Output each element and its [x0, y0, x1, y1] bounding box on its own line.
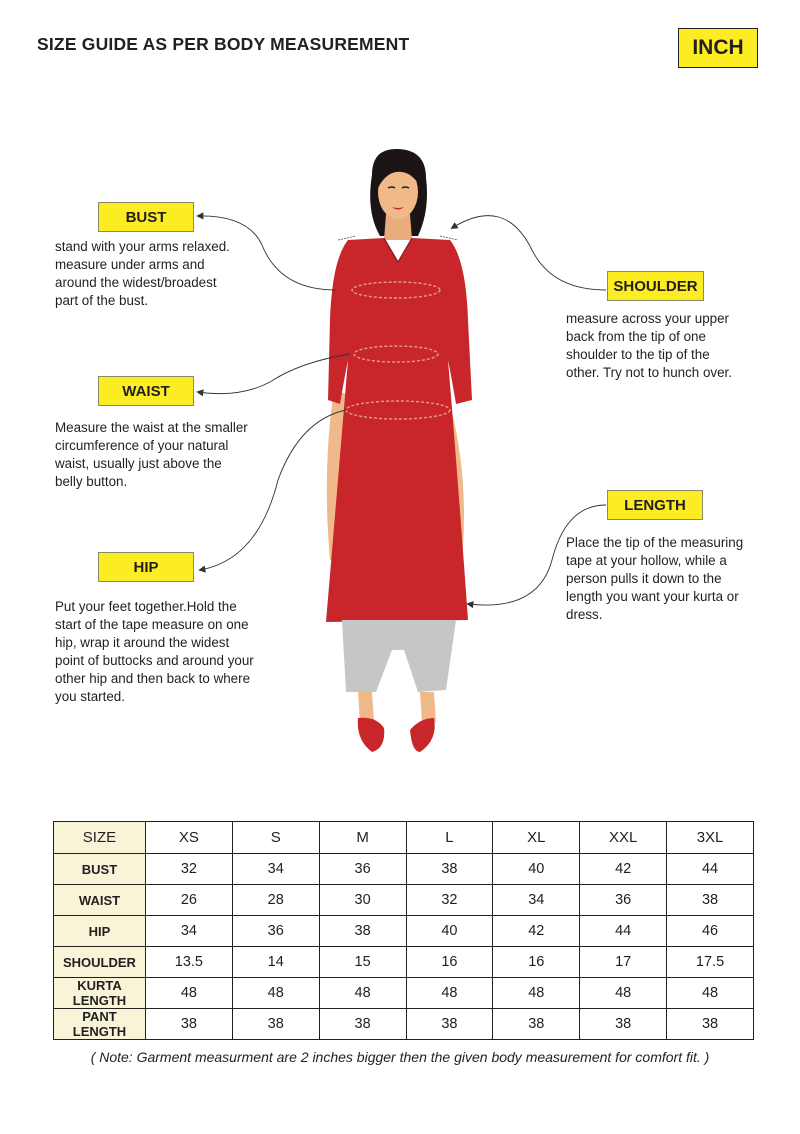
shoulder-label: SHOULDER — [607, 271, 704, 301]
table-cell: 15 — [319, 947, 406, 978]
table-cell: 14 — [232, 947, 319, 978]
table-cell: 48 — [406, 978, 493, 1009]
hip-label: HIP — [98, 552, 194, 582]
header-3xl: 3XL — [667, 822, 754, 854]
table-cell: 16 — [493, 947, 580, 978]
table-cell: 46 — [667, 916, 754, 947]
table-header-row — [54, 822, 754, 854]
waist-connector — [198, 354, 350, 394]
table-cell: 38 — [145, 1009, 232, 1040]
header-xl: XL — [493, 822, 580, 854]
length-label: LENGTH — [607, 490, 703, 520]
table-cell: 48 — [493, 978, 580, 1009]
left-shoe — [358, 718, 384, 752]
row-label: HIP — [54, 916, 146, 947]
table-cell: 26 — [145, 885, 232, 916]
table-cell: 38 — [580, 1009, 667, 1040]
table-cell: 48 — [580, 978, 667, 1009]
header-size: SIZE — [54, 822, 146, 854]
table-cell: 16 — [406, 947, 493, 978]
table-cell: 32 — [145, 854, 232, 885]
table-row — [54, 947, 754, 978]
table-cell: 30 — [319, 885, 406, 916]
table-cell: 48 — [232, 978, 319, 1009]
row-label: BUST — [54, 854, 146, 885]
table-cell: 48 — [145, 978, 232, 1009]
header-m: M — [319, 822, 406, 854]
table-cell: 38 — [232, 1009, 319, 1040]
table-cell: 17.5 — [667, 947, 754, 978]
table-row — [54, 854, 754, 885]
shoulder-description: measure across your upper back from the tip of one shoulder to the tip of the other. Try not to hunch over. — [566, 311, 732, 380]
bust-description: stand with your arms relaxed. measure under arms and around the widest/broadest part of the bust. — [55, 239, 230, 308]
hip-description: Put your feet together.Hold the start of the tape measure on one hip, wrap it around the widest point of buttocks and around your other hip and then back to where you started. — [55, 599, 254, 704]
right-shoe — [410, 718, 435, 752]
table-cell: 32 — [406, 885, 493, 916]
table-cell: 48 — [667, 978, 754, 1009]
waist-label: WAIST — [98, 376, 194, 406]
header-s: S — [232, 822, 319, 854]
table-cell: 36 — [319, 854, 406, 885]
table-cell: 38 — [667, 885, 754, 916]
page-title: SIZE GUIDE AS PER BODY MEASUREMENT — [37, 34, 410, 54]
table-cell: 34 — [232, 854, 319, 885]
size-chart-table — [53, 821, 754, 1040]
table-row — [54, 1009, 754, 1040]
table-cell: 36 — [232, 916, 319, 947]
table-cell: 34 — [145, 916, 232, 947]
table-row — [54, 978, 754, 1009]
comfort-fit-note: ( Note: Garment measurment are 2 inches bigger then the given body measurement for comfort fit. ) — [90, 1049, 710, 1065]
table-row — [54, 885, 754, 916]
header-l: L — [406, 822, 493, 854]
row-label: WAIST — [54, 885, 146, 916]
table-cell: 36 — [580, 885, 667, 916]
bust-label: BUST — [98, 202, 194, 232]
table-cell: 38 — [319, 916, 406, 947]
shoulder-connector — [452, 216, 606, 290]
table-cell: 40 — [493, 854, 580, 885]
row-label: PANT LENGTH — [54, 1009, 146, 1040]
table-cell: 17 — [580, 947, 667, 978]
pants — [342, 620, 456, 692]
table-cell: 28 — [232, 885, 319, 916]
table-cell: 38 — [406, 1009, 493, 1040]
header-xs: XS — [145, 822, 232, 854]
table-cell: 42 — [493, 916, 580, 947]
waist-description: Measure the waist at the smaller circumference of your natural waist, usually just above the belly button. — [55, 420, 248, 489]
header-xxl: XXL — [580, 822, 667, 854]
unit-badge: INCH — [678, 28, 758, 68]
table-cell: 48 — [319, 978, 406, 1009]
length-description: Place the tip of the measuring tape at your hollow, while a person pulls it down to the length you want your kurta or dress. — [566, 535, 744, 622]
table-cell: 38 — [319, 1009, 406, 1040]
table-cell: 13.5 — [145, 947, 232, 978]
table-cell: 38 — [493, 1009, 580, 1040]
kurta — [326, 238, 472, 622]
table-cell: 40 — [406, 916, 493, 947]
row-label: KURTA LENGTH — [54, 978, 146, 1009]
table-cell: 38 — [667, 1009, 754, 1040]
table-row — [54, 916, 754, 947]
table-cell: 42 — [580, 854, 667, 885]
table-cell: 34 — [493, 885, 580, 916]
table-cell: 44 — [667, 854, 754, 885]
table-cell: 38 — [406, 854, 493, 885]
row-label: SHOULDER — [54, 947, 146, 978]
table-cell: 44 — [580, 916, 667, 947]
